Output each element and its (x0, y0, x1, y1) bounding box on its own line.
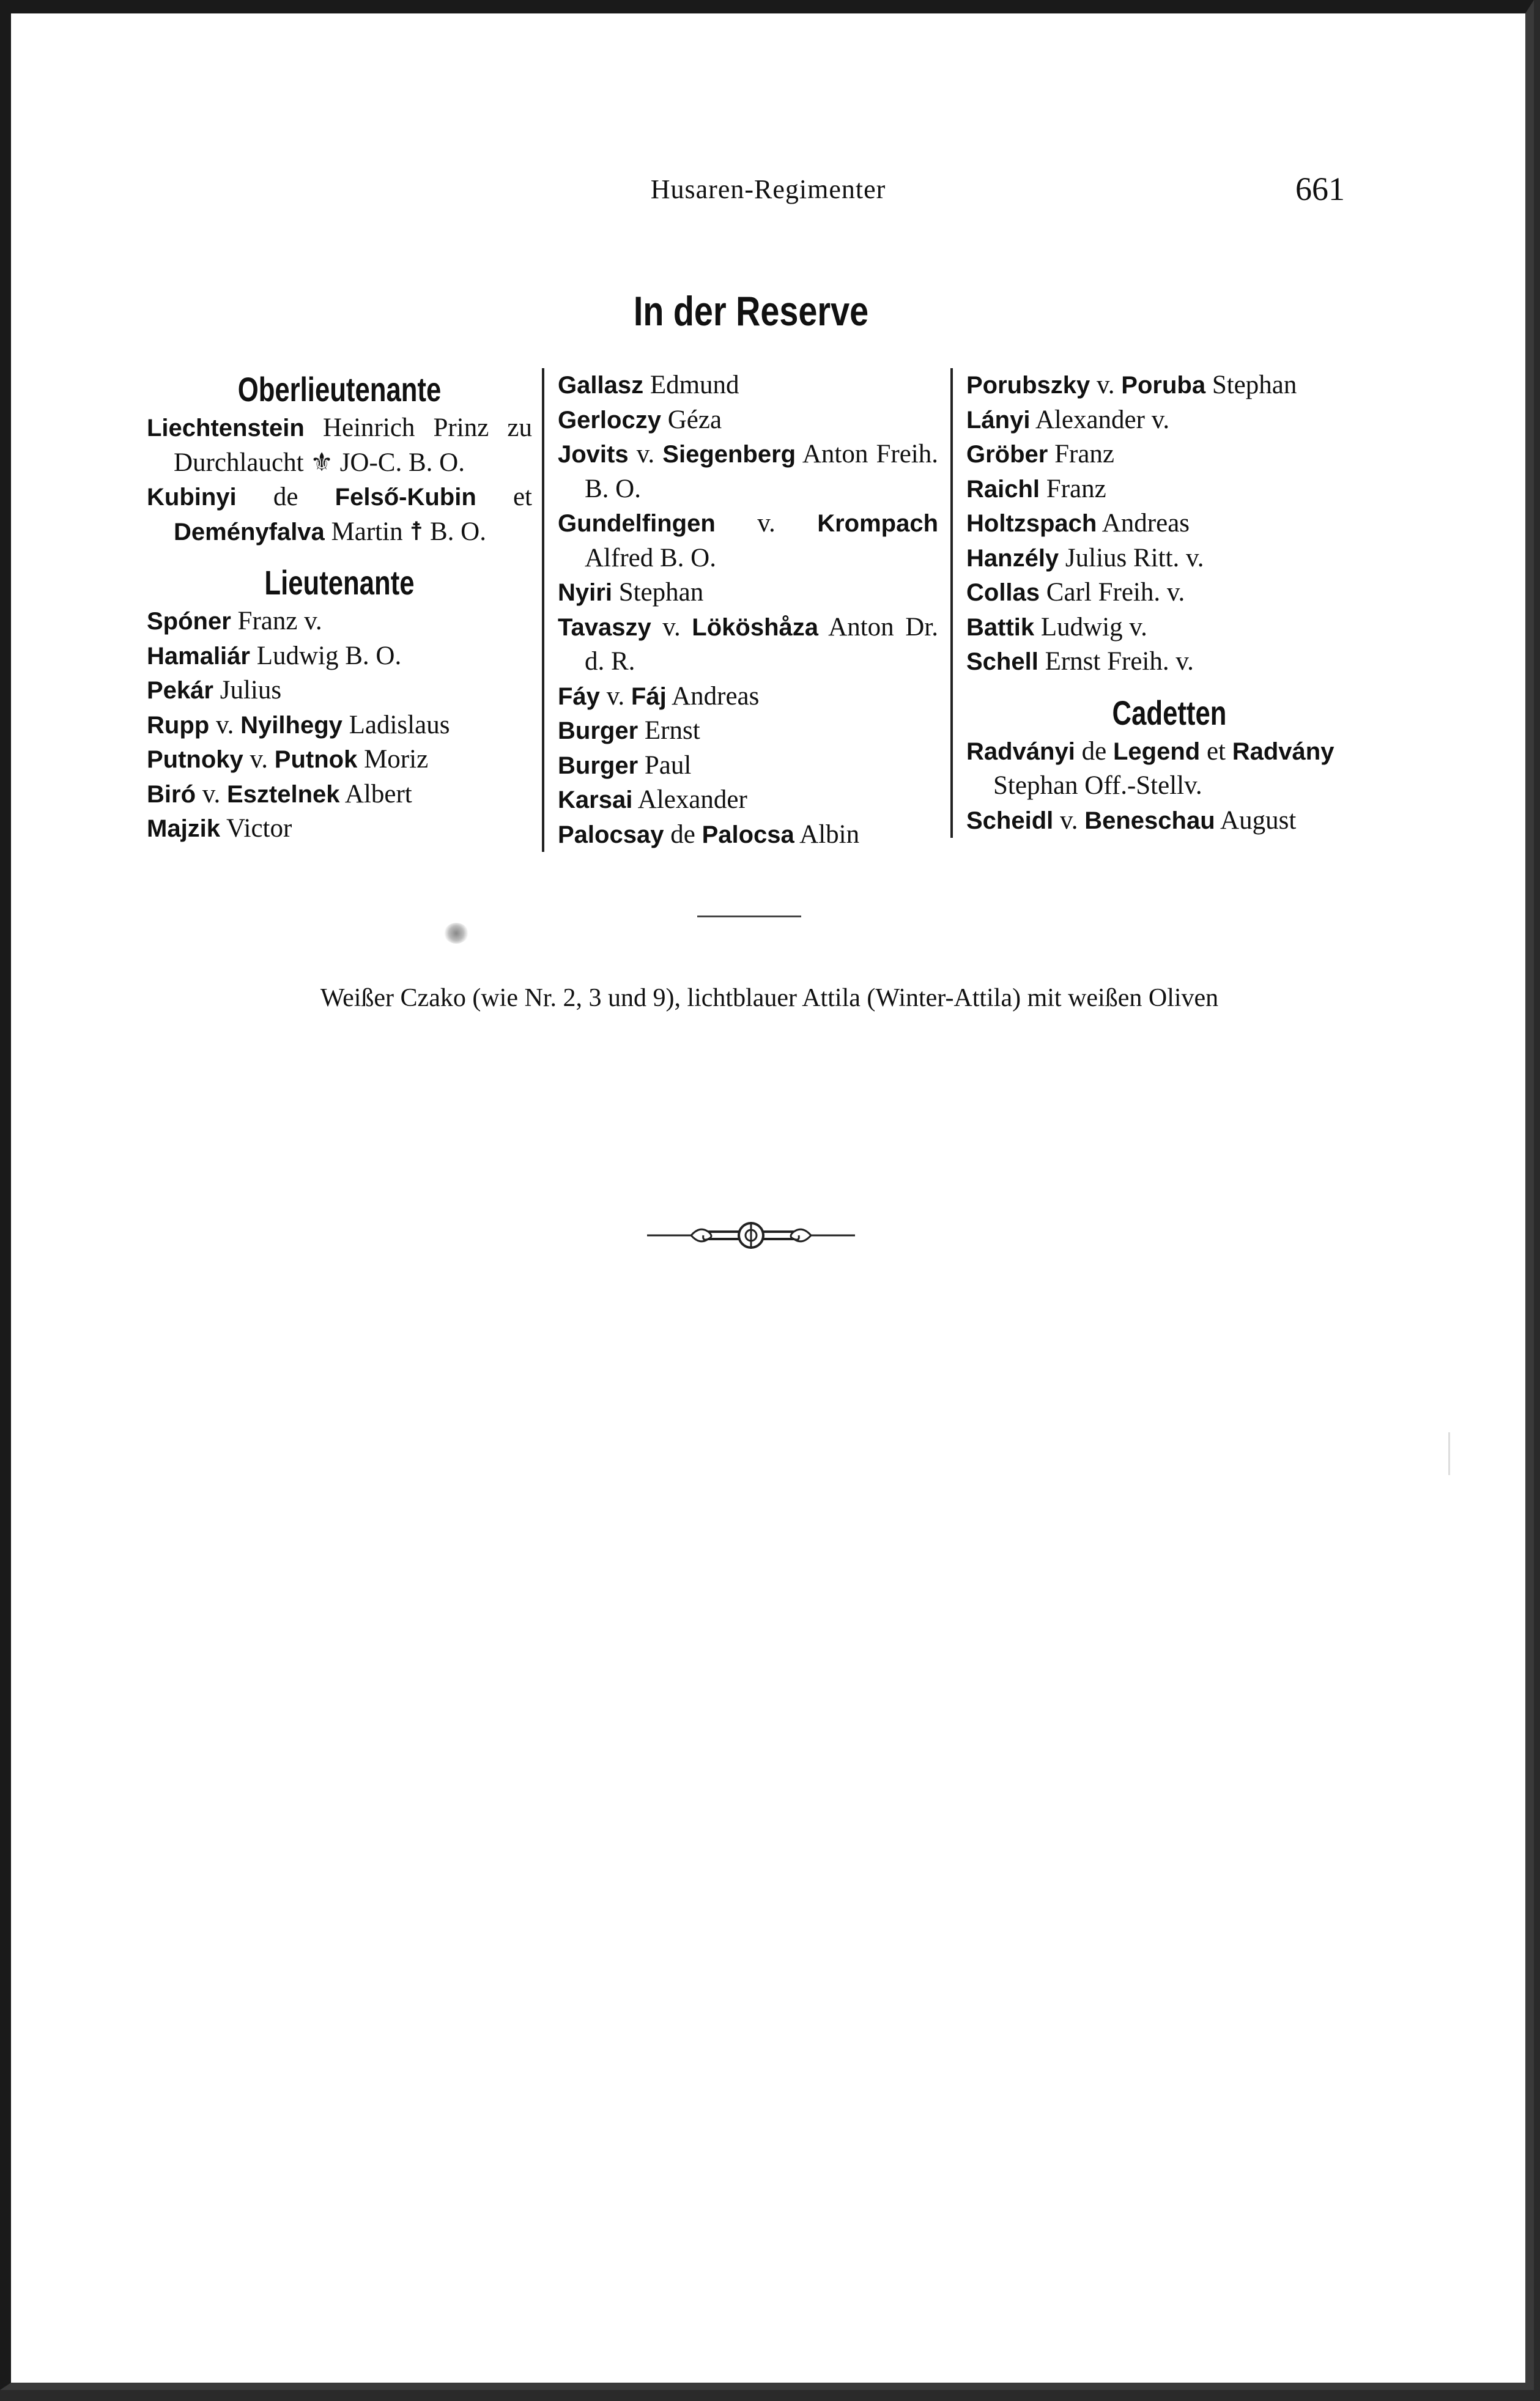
page-number: 661 (1295, 171, 1345, 207)
connector-text: v. (243, 745, 275, 774)
given-name: Ernst Freih. v. (1038, 647, 1194, 676)
order-symbol-icon: ⚜ (310, 448, 333, 477)
given-name: Stephan Off.-Stellv. (993, 771, 1202, 800)
surname: Biró (147, 780, 196, 808)
scroll-ornament-icon (647, 1218, 855, 1252)
given-name: August (1215, 805, 1297, 835)
list-item (558, 749, 938, 783)
given-name: Edmund (643, 371, 739, 399)
connector-text: v. (1090, 371, 1122, 399)
column-1 (147, 368, 532, 846)
surname: Nyiri (558, 579, 612, 606)
surname: Holtzspach (966, 510, 1097, 537)
list-item (558, 403, 938, 438)
section-divider (697, 916, 801, 917)
given-name: Moriz (357, 745, 429, 774)
rank-heading-lieutenante: Lieutenante (264, 563, 415, 602)
given-name: Andreas (666, 681, 760, 711)
surname: Gerloczy (558, 406, 661, 434)
predicate: Esztelnek (226, 780, 340, 808)
surname: Hanzély (966, 544, 1059, 572)
predicate: Palocsa (702, 821, 794, 848)
given-name: Géza (661, 405, 722, 434)
list-item (147, 639, 532, 674)
list-item (558, 368, 938, 403)
predicate: Fáj (631, 683, 667, 710)
predicate: Nyilhegy (240, 711, 342, 739)
connector-text: v. (651, 612, 692, 642)
surname: Tavaszy (558, 613, 651, 641)
column-2 (542, 368, 938, 852)
decorations: JO-C. B. O. (333, 448, 465, 477)
surname: Burger (558, 752, 639, 779)
predicate: Siegenberg (662, 441, 796, 468)
list-item (966, 734, 1372, 804)
cross-symbol-icon: ☨ (409, 517, 424, 546)
surname: Karsai (558, 786, 633, 813)
given-name: Ernst (638, 716, 700, 745)
list-item (147, 604, 532, 639)
predicate: Felső-Kubin (335, 484, 476, 511)
list-item (966, 804, 1372, 838)
given-name: Albert (339, 779, 412, 808)
list-item (966, 368, 1372, 403)
given-name: Ludwig v. (1034, 612, 1147, 642)
surname: Schell (966, 648, 1038, 675)
connector-text: v. (209, 710, 241, 739)
surname: Gundelfingen (558, 510, 716, 537)
list-item (147, 742, 532, 777)
surname: Kubinyi (147, 484, 237, 511)
surname: Fáy (558, 683, 600, 710)
column-3 (950, 368, 1372, 838)
list-item (558, 783, 938, 818)
given-name: Carl Freih. v. (1040, 578, 1185, 607)
surname: Collas (966, 579, 1040, 606)
list-item (558, 818, 938, 853)
list-item (558, 506, 938, 575)
surname: Gallasz (558, 372, 644, 399)
connector-text: v. (599, 681, 631, 711)
given-name: Julius (213, 676, 282, 705)
given-name: Franz (1048, 440, 1115, 468)
surname: Lányi (966, 406, 1031, 434)
surname: Majzik (147, 815, 221, 842)
surname: Jovits (558, 441, 629, 468)
list-item (147, 812, 532, 846)
given-name: Franz v. (231, 607, 322, 635)
list-item (147, 480, 532, 549)
given-name: Anton Dr. d. R. (585, 612, 938, 676)
surname: Pekár (147, 677, 213, 704)
connector-text: et (476, 483, 532, 511)
list-item (966, 506, 1372, 541)
ink-smudge (444, 923, 468, 944)
given-name: Stephan (1205, 371, 1297, 399)
list-item (147, 777, 532, 812)
given-name: Victor (220, 814, 292, 843)
surname: Rupp (147, 711, 210, 739)
predicate: Krompach (817, 510, 938, 537)
predicate: Beneschau (1084, 807, 1215, 834)
list-item (966, 472, 1372, 507)
given-name: Anton Freih. B. O. (585, 440, 938, 503)
given-name: Stephan (612, 578, 704, 607)
predicate: Radvány (1232, 738, 1335, 765)
list-item (966, 610, 1372, 645)
list-item (966, 645, 1372, 679)
given-name: Martin (324, 517, 410, 546)
surname: Putnoky (147, 746, 243, 773)
surname: Palocsay (558, 821, 664, 848)
connector-text: et (1200, 736, 1232, 766)
given-name: Alfred B. O. (585, 543, 716, 572)
running-head: Husaren-Regimenter (650, 174, 886, 204)
predicate: Deményfalva (174, 518, 325, 546)
connector-text: v. (1053, 805, 1085, 835)
given-name: Alexander v. (1030, 405, 1170, 434)
list-item (966, 403, 1372, 438)
list-item (558, 714, 938, 749)
given-name: Ladislaus (342, 710, 450, 739)
given-name: Franz (1040, 474, 1106, 503)
surname: Spóner (147, 608, 231, 635)
given-name: Andreas (1097, 509, 1190, 538)
list-item (558, 437, 938, 506)
rank-heading-cadetten: Cadetten (1112, 693, 1227, 732)
connector-text: de (664, 819, 702, 849)
surname: Raichl (966, 475, 1040, 503)
list-item (558, 610, 938, 679)
decorations: B. O. (423, 517, 486, 546)
list-item (558, 575, 938, 610)
surname: Battik (966, 613, 1035, 641)
predicate: Legend (1112, 738, 1201, 765)
given-name: Albin (794, 819, 860, 849)
connector-text: de (1075, 736, 1113, 766)
predicate: Lököshåza (692, 613, 818, 641)
margin-mark (1448, 1432, 1450, 1475)
section-title: In der Reserve (633, 288, 869, 335)
connector-text: de (236, 483, 335, 511)
list-item (966, 575, 1372, 610)
given-name: Alexander (632, 785, 747, 814)
predicate: Poruba (1121, 372, 1206, 399)
given-name: Paul (638, 750, 692, 780)
surname: Hamaliár (147, 642, 250, 670)
given-name: Heinrich Prinz zu Durchlaucht (174, 413, 532, 477)
surname: Scheidl (966, 807, 1054, 834)
connector-text: v. (196, 779, 227, 808)
list-item (966, 437, 1372, 472)
surname: Burger (558, 717, 639, 744)
surname: Gröber (966, 441, 1048, 468)
given-name: Julius Ritt. v. (1059, 543, 1204, 572)
uniform-description: Weißer Czako (wie Nr. 2, 3 und 9), lichtblauer Attila (Winter-Attila) mit weißen Oliven (320, 984, 1219, 1012)
connector-text: v. (628, 440, 663, 468)
list-item (147, 673, 532, 708)
surname: Liechtenstein (147, 415, 305, 442)
rank-heading-oberlieutenante: Oberlieutenante (237, 370, 442, 409)
connector-text: v. (715, 509, 818, 538)
surname: Radványi (966, 738, 1075, 765)
surname: Porubszky (966, 372, 1090, 399)
given-name: Ludwig B. O. (250, 641, 402, 670)
list-item (966, 541, 1372, 576)
list-item (147, 708, 532, 743)
predicate: Putnok (274, 746, 358, 773)
list-item (558, 679, 938, 714)
list-item (147, 411, 532, 480)
